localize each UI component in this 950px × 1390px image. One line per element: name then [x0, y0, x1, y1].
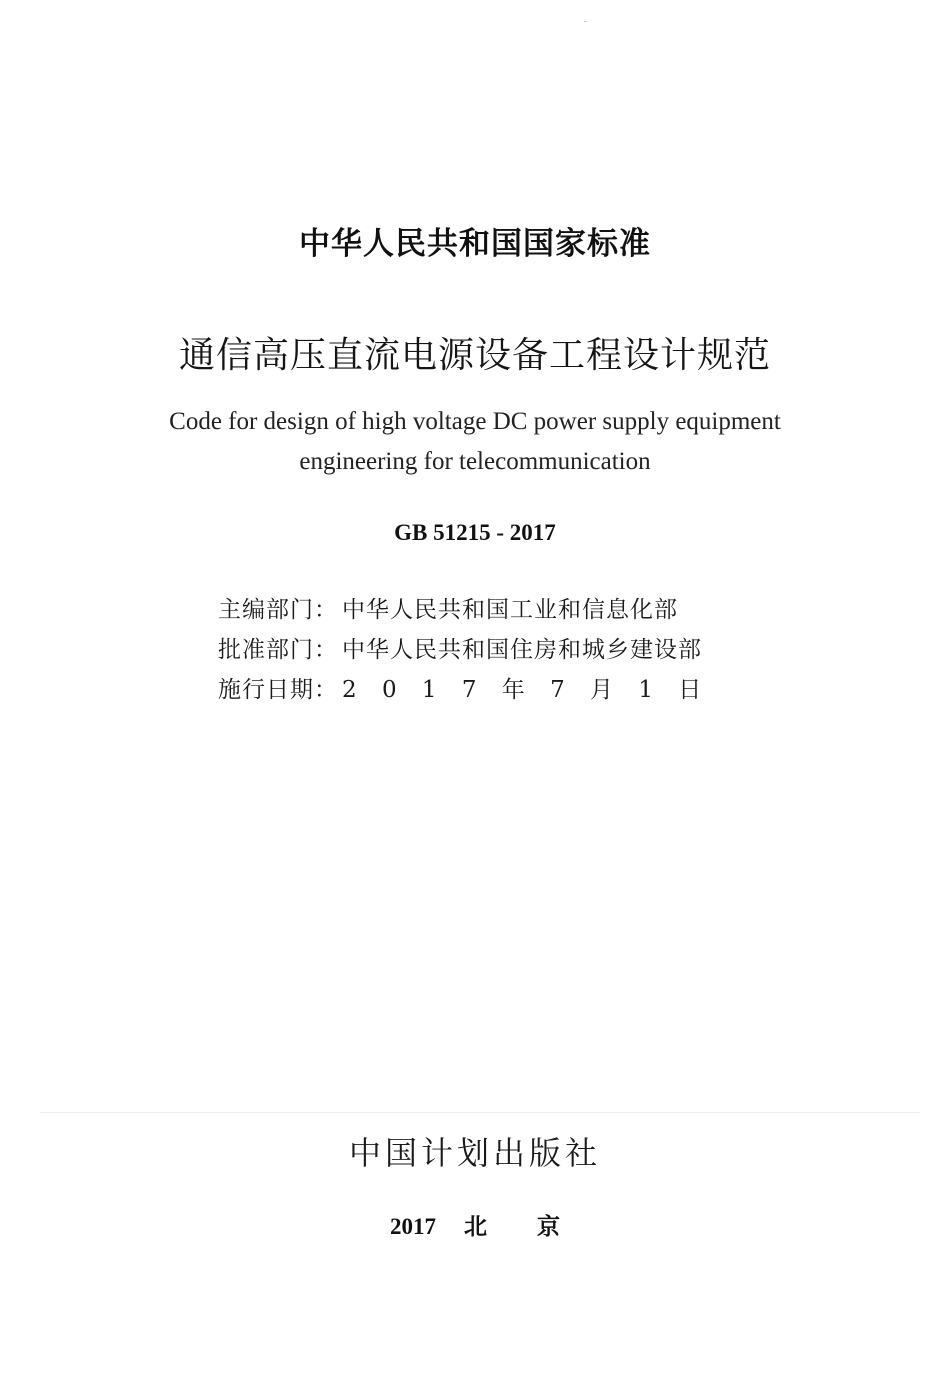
- national-standard-heading: 中华人民共和国国家标准: [299, 226, 651, 262]
- approver-value: 中华人民共和国住房和城乡建设部: [342, 637, 702, 663]
- editor-value: 中华人民共和国工业和信息化部: [342, 597, 678, 623]
- date-value: 2 0 1 7 年 7 月 1 日: [342, 677, 703, 703]
- imprint-city-char-1: 北: [464, 1214, 487, 1239]
- publication-imprint: [0, 1208, 950, 1241]
- publication-metadata: [218, 590, 778, 710]
- date-label: 施行日期：: [218, 677, 338, 703]
- editor-label: 主编部门：: [218, 597, 338, 623]
- standard-code-number: GB 51215 - 2017: [394, 520, 556, 545]
- imprint-city-char-2: 京: [537, 1214, 560, 1239]
- scan-mark: [40, 1112, 920, 1113]
- english-title-line-1: Code for design of high voltage DC power supply equipment: [169, 408, 781, 435]
- approver-label: 批准部门：: [218, 637, 338, 663]
- editor-row: [218, 590, 778, 630]
- approver-row: [218, 630, 778, 670]
- publisher-name: 中国计划出版社: [348, 1134, 601, 1172]
- scan-mark: [584, 21, 587, 22]
- english-title-line-2: engineering for telecommunication: [299, 448, 651, 475]
- chinese-title: 通信高压直流电源设备工程设计规范: [178, 335, 771, 376]
- imprint-year: 2017: [390, 1214, 436, 1239]
- effective-date-row: [218, 670, 778, 710]
